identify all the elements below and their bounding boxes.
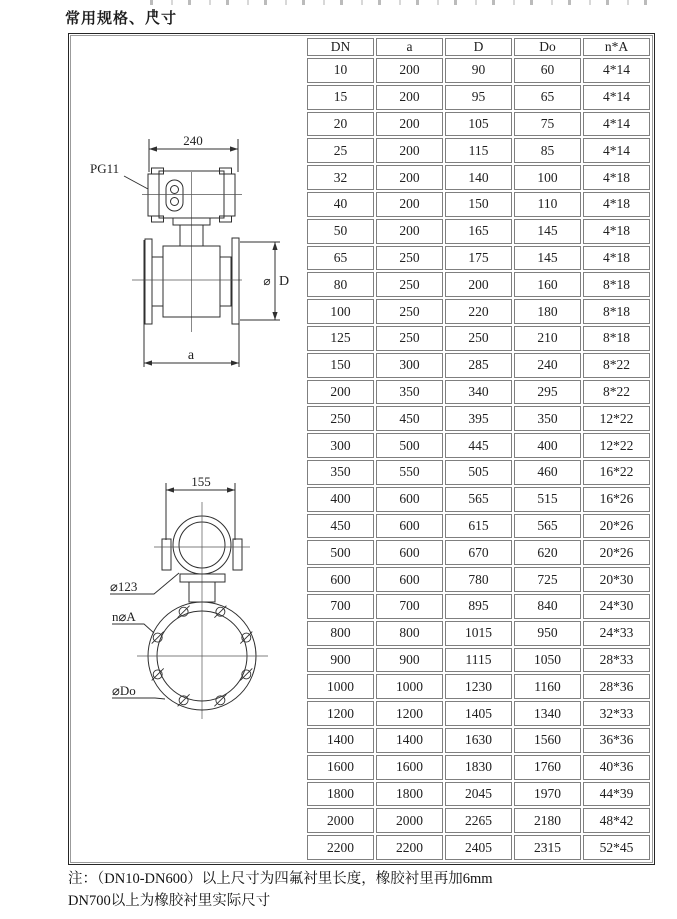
table-cell: 895 — [445, 594, 512, 619]
table-cell: 565 — [445, 487, 512, 512]
bolt-holes-leader — [112, 624, 154, 633]
table-row — [307, 299, 650, 324]
table-cell: 12*22 — [583, 406, 650, 431]
table-cell: 100 — [307, 299, 374, 324]
table-row — [307, 835, 650, 860]
table-cell: 460 — [514, 460, 581, 485]
table-cell: 1160 — [514, 674, 581, 699]
table-row — [307, 594, 650, 619]
bolt-holes-label: n⌀A — [112, 609, 136, 624]
table-cell: 105 — [445, 112, 512, 137]
table-cell: 2000 — [376, 808, 443, 833]
table-row — [307, 782, 650, 807]
table-cell: 8*22 — [583, 380, 650, 405]
table-cell: 80 — [307, 272, 374, 297]
table-cell: 2045 — [445, 782, 512, 807]
table-cell: 24*33 — [583, 621, 650, 646]
table-cell: 780 — [445, 567, 512, 592]
table-cell: 400 — [307, 487, 374, 512]
table-cell: 350 — [376, 380, 443, 405]
table-cell: 12*22 — [583, 433, 650, 458]
table-cell: 1970 — [514, 782, 581, 807]
table-cell: 8*18 — [583, 272, 650, 297]
table-cell: 1400 — [376, 728, 443, 753]
table-cell: 15 — [307, 85, 374, 110]
converter-neck-front — [180, 574, 225, 602]
table-cell: 450 — [376, 406, 443, 431]
table-row — [307, 272, 650, 297]
table-cell: 40 — [307, 192, 374, 217]
table-cell: 2315 — [514, 835, 581, 860]
table-cell: 40*36 — [583, 755, 650, 780]
table-cell: 1800 — [376, 782, 443, 807]
table-cell: 28*36 — [583, 674, 650, 699]
table-cell: 110 — [514, 192, 581, 217]
table-cell: 50 — [307, 219, 374, 244]
table-cell: 4*18 — [583, 165, 650, 190]
table-cell: 600 — [376, 540, 443, 565]
table-cell: 32 — [307, 165, 374, 190]
table-cell: 1760 — [514, 755, 581, 780]
table-cell: 48*42 — [583, 808, 650, 833]
table-cell: 4*14 — [583, 112, 650, 137]
table-cell: 8*18 — [583, 326, 650, 351]
table-cell: 200 — [376, 138, 443, 163]
table-cell: 75 — [514, 112, 581, 137]
table-cell: 100 — [514, 165, 581, 190]
table-row — [307, 112, 650, 137]
table-cell: 700 — [307, 594, 374, 619]
table-cell: 250 — [376, 326, 443, 351]
column-header-3: Do — [514, 38, 581, 56]
dim-155-label: 155 — [191, 474, 211, 489]
dia-123-label: ⌀123 — [110, 579, 138, 594]
table-cell: 200 — [376, 85, 443, 110]
table-row — [307, 406, 650, 431]
table-cell: 400 — [514, 433, 581, 458]
table-cell: 160 — [514, 272, 581, 297]
table-cell: 140 — [445, 165, 512, 190]
column-header-2: D — [445, 38, 512, 56]
table-cell: 300 — [376, 353, 443, 378]
table-cell: 550 — [376, 460, 443, 485]
table-cell: 52*45 — [583, 835, 650, 860]
table-cell: 800 — [376, 621, 443, 646]
table-cell: 515 — [514, 487, 581, 512]
table-cell: 1830 — [445, 755, 512, 780]
table-cell: 250 — [376, 246, 443, 271]
table-cell: 1200 — [307, 701, 374, 726]
table-cell: 200 — [376, 165, 443, 190]
table-cell: 175 — [445, 246, 512, 271]
dimension-table-wrap — [305, 36, 652, 862]
table-cell: 4*18 — [583, 219, 650, 244]
table-row — [307, 380, 650, 405]
footnote-line-2: DN700以上为橡胶衬里实际尺寸 — [68, 893, 271, 909]
table-cell: 16*22 — [583, 460, 650, 485]
footnote-line-1: 注：（DN10-DN600）以上尺寸为四氟衬里长度，橡胶衬里再加6mm — [68, 871, 493, 887]
sensor-body-side — [145, 238, 239, 324]
table-row — [307, 674, 650, 699]
table-row — [307, 701, 650, 726]
table-cell: 25 — [307, 138, 374, 163]
table-cell: 220 — [445, 299, 512, 324]
table-cell: 285 — [445, 353, 512, 378]
table-cell: 500 — [376, 433, 443, 458]
table-row — [307, 219, 650, 244]
table-header-row — [307, 38, 650, 56]
table-cell: 85 — [514, 138, 581, 163]
table-cell: 1560 — [514, 728, 581, 753]
table-cell: 600 — [376, 514, 443, 539]
table-row — [307, 755, 650, 780]
spec-panel — [68, 33, 655, 865]
table-cell: 250 — [445, 326, 512, 351]
table-cell: 300 — [307, 433, 374, 458]
table-row — [307, 460, 650, 485]
table-cell: 4*14 — [583, 58, 650, 83]
column-header-4: n*A — [583, 38, 650, 56]
column-header-1: a — [376, 38, 443, 56]
table-cell: 1230 — [445, 674, 512, 699]
table-cell: 505 — [445, 460, 512, 485]
dim-D-letter: D — [278, 274, 290, 289]
table-cell: 600 — [376, 487, 443, 512]
table-cell: 2200 — [307, 835, 374, 860]
table-cell: 20*26 — [583, 514, 650, 539]
table-row — [307, 192, 650, 217]
table-cell: 65 — [307, 246, 374, 271]
table-cell: 44*39 — [583, 782, 650, 807]
table-cell: 20 — [307, 112, 374, 137]
table-row — [307, 433, 650, 458]
table-cell: 150 — [307, 353, 374, 378]
table-cell: 350 — [307, 460, 374, 485]
table-cell: 1000 — [307, 674, 374, 699]
table-cell: 20*26 — [583, 540, 650, 565]
table-cell: 840 — [514, 594, 581, 619]
table-cell: 900 — [307, 648, 374, 673]
table-cell: 1200 — [376, 701, 443, 726]
table-cell: 200 — [376, 58, 443, 83]
table-cell: 700 — [376, 594, 443, 619]
table-cell: 670 — [445, 540, 512, 565]
table-row — [307, 353, 650, 378]
table-cell: 90 — [445, 58, 512, 83]
table-row — [307, 165, 650, 190]
table-cell: 240 — [514, 353, 581, 378]
table-cell: 65 — [514, 85, 581, 110]
column-header-0: DN — [307, 38, 374, 56]
table-cell: 350 — [514, 406, 581, 431]
table-row — [307, 567, 650, 592]
table-cell: 340 — [445, 380, 512, 405]
table-row — [307, 246, 650, 271]
table-cell: 200 — [445, 272, 512, 297]
dim-a-label: a — [187, 348, 195, 363]
dimension-table — [305, 36, 652, 862]
table-cell: 1405 — [445, 701, 512, 726]
table-cell: 95 — [445, 85, 512, 110]
table-cell: 900 — [376, 648, 443, 673]
table-cell: 395 — [445, 406, 512, 431]
table-cell: 620 — [514, 540, 581, 565]
table-cell: 1800 — [307, 782, 374, 807]
table-row — [307, 487, 650, 512]
table-cell: 1000 — [376, 674, 443, 699]
table-cell: 250 — [376, 272, 443, 297]
table-cell: 10 — [307, 58, 374, 83]
table-cell: 125 — [307, 326, 374, 351]
table-row — [307, 808, 650, 833]
dia-Do-label: ⌀Do — [112, 683, 136, 698]
table-cell: 200 — [376, 192, 443, 217]
table-cell: 500 — [307, 540, 374, 565]
table-cell: 250 — [376, 299, 443, 324]
table-cell: 615 — [445, 514, 512, 539]
table-cell: 2265 — [445, 808, 512, 833]
table-cell: 250 — [307, 406, 374, 431]
table-cell: 20*30 — [583, 567, 650, 592]
table-cell: 1115 — [445, 648, 512, 673]
table-cell: 800 — [307, 621, 374, 646]
table-cell: 2405 — [445, 835, 512, 860]
table-cell: 4*18 — [583, 246, 650, 271]
table-cell: 1630 — [445, 728, 512, 753]
table-row — [307, 621, 650, 646]
clipped-text-remnant — [150, 0, 655, 5]
table-cell: 145 — [514, 219, 581, 244]
table-cell: 4*18 — [583, 192, 650, 217]
flowmeter-technical-drawing — [70, 35, 304, 863]
table-cell: 32*33 — [583, 701, 650, 726]
dim-D-symbol: ⌀ — [263, 274, 271, 288]
table-cell: 445 — [445, 433, 512, 458]
table-cell: 2200 — [376, 835, 443, 860]
table-cell: 1600 — [307, 755, 374, 780]
table-cell: 1600 — [376, 755, 443, 780]
table-cell: 24*30 — [583, 594, 650, 619]
dim-D-group — [240, 242, 280, 320]
table-cell: 200 — [376, 219, 443, 244]
pg11-label: PG11 — [90, 161, 120, 176]
table-cell: 28*33 — [583, 648, 650, 673]
dim-240-label: 240 — [183, 133, 203, 148]
table-cell: 36*36 — [583, 728, 650, 753]
table-row — [307, 648, 650, 673]
table-cell: 16*26 — [583, 487, 650, 512]
table-row — [307, 58, 650, 83]
table-cell: 565 — [514, 514, 581, 539]
table-cell: 1015 — [445, 621, 512, 646]
table-row — [307, 138, 650, 163]
table-row — [307, 540, 650, 565]
table-cell: 4*14 — [583, 138, 650, 163]
table-cell: 4*14 — [583, 85, 650, 110]
table-cell: 2000 — [307, 808, 374, 833]
table-cell: 60 — [514, 58, 581, 83]
table-row — [307, 514, 650, 539]
table-cell: 295 — [514, 380, 581, 405]
table-cell: 950 — [514, 621, 581, 646]
table-cell: 8*22 — [583, 353, 650, 378]
table-row — [307, 85, 650, 110]
table-cell: 1050 — [514, 648, 581, 673]
table-cell: 115 — [445, 138, 512, 163]
table-cell: 180 — [514, 299, 581, 324]
table-row — [307, 326, 650, 351]
table-cell: 1340 — [514, 701, 581, 726]
table-cell: 600 — [376, 567, 443, 592]
table-cell: 450 — [307, 514, 374, 539]
page-title: 常用规格、尺寸 — [65, 11, 178, 27]
table-cell: 210 — [514, 326, 581, 351]
table-cell: 200 — [376, 112, 443, 137]
table-cell: 200 — [307, 380, 374, 405]
table-cell: 145 — [514, 246, 581, 271]
pg11-leader-line — [124, 176, 148, 189]
dia-Do-leader — [112, 698, 165, 699]
table-cell: 1400 — [307, 728, 374, 753]
table-cell: 600 — [307, 567, 374, 592]
table-cell: 2180 — [514, 808, 581, 833]
table-cell: 150 — [445, 192, 512, 217]
table-row — [307, 728, 650, 753]
table-cell: 8*18 — [583, 299, 650, 324]
table-cell: 165 — [445, 219, 512, 244]
footnotes — [68, 868, 648, 912]
table-cell: 725 — [514, 567, 581, 592]
